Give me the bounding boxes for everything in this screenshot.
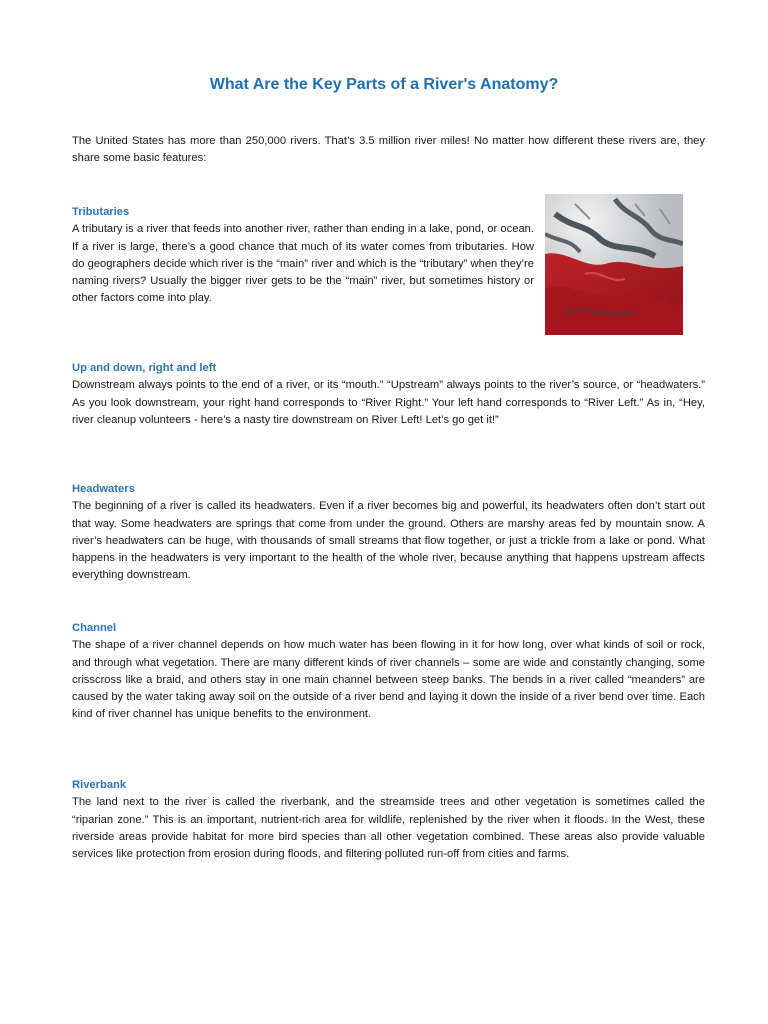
section-body-channel: The shape of a river channel depends on how much water has been flowing in it for how long, over what kinds of soil or rock, and through what vegetation. There are many different kinds of river channels – some are wide and constantly changing, some crisscross like a braid, and others stay in one main channel between steep banks. The bends in a river called “meanders” are caused by the water taking away soil on the outside of a river bend and laying it down the inside of a river bend over time. Each kind of river channel has unique benefits to the environment.: [72, 639, 705, 721]
section-body-riverbank: The land next to the river is called the riverbank, and the streamside trees and other vegetation is sometimes called the “riparian zone.” This is an important, nutrient-rich area for wildlife, replenished by the river when it floods. In the West, these riverside areas provide habitat for more bird species than all other vegetation combined. These areas also provide valuable services like protection from erosion during floods, and filtering polluted run-off from cities and farms.: [72, 796, 705, 861]
section-body-headwaters: The beginning of a river is called its headwaters. Even if a river becomes big and powerful, its headwaters often don’t start out that way. Some headwaters are springs that come from under the ground. Others are marshy areas fed by mountain snow. A river’s headwaters can be huge, with thousands of small streams that flow together, or just a trickle from a lake or pond. What happens in the headwaters is very important to the health of the whole river, because anything that happens upstream affects everything downstream.: [72, 500, 705, 582]
section-body-tributaries: A tributary is a river that feeds into another river, rather than ending in a lake, pond, or ocean. If a river is large, there’s a good chance that much of its water comes from tributaries. How do geographers decide which river is the “main” river and which is the “tributary” when they’re naming rivers? Usually the bigger river gets to be the “main” river, but sometimes history or other factors come into play.: [72, 223, 534, 305]
section-riverbank: [72, 777, 705, 863]
section-tributaries: [72, 204, 534, 308]
section-heading-up-and-down: Up and down, right and left: [72, 362, 217, 374]
section-heading-channel: Channel: [72, 622, 117, 634]
section-heading-riverbank: Riverbank: [72, 779, 127, 791]
section-up-and-down: [72, 360, 705, 429]
page-title: What Are the Key Parts of a River's Anatomy?: [209, 76, 559, 93]
satellite-river-image: [545, 194, 683, 335]
section-heading-tributaries: Tributaries: [72, 206, 130, 218]
section-heading-headwaters: Headwaters: [72, 483, 135, 495]
section-headwaters: [72, 481, 705, 585]
intro-paragraph: The United States has more than 250,000 rivers. That’s 3.5 million river miles! No matter how different these rivers are, they share some basic features:: [72, 135, 705, 165]
section-body-up-and-down: Downstream always points to the end of a river, or its “mouth.” “Upstream” always points to the river’s source, or “headwaters.” As you look downstream, your right hand corresponds to “River Right.” Your left hand corresponds to “River Left.” As in, “Hey, river cleanup volunteers - here’s a nasty tire downstream on River Left! Let’s go get it!”: [72, 379, 705, 426]
section-channel: [72, 620, 705, 724]
